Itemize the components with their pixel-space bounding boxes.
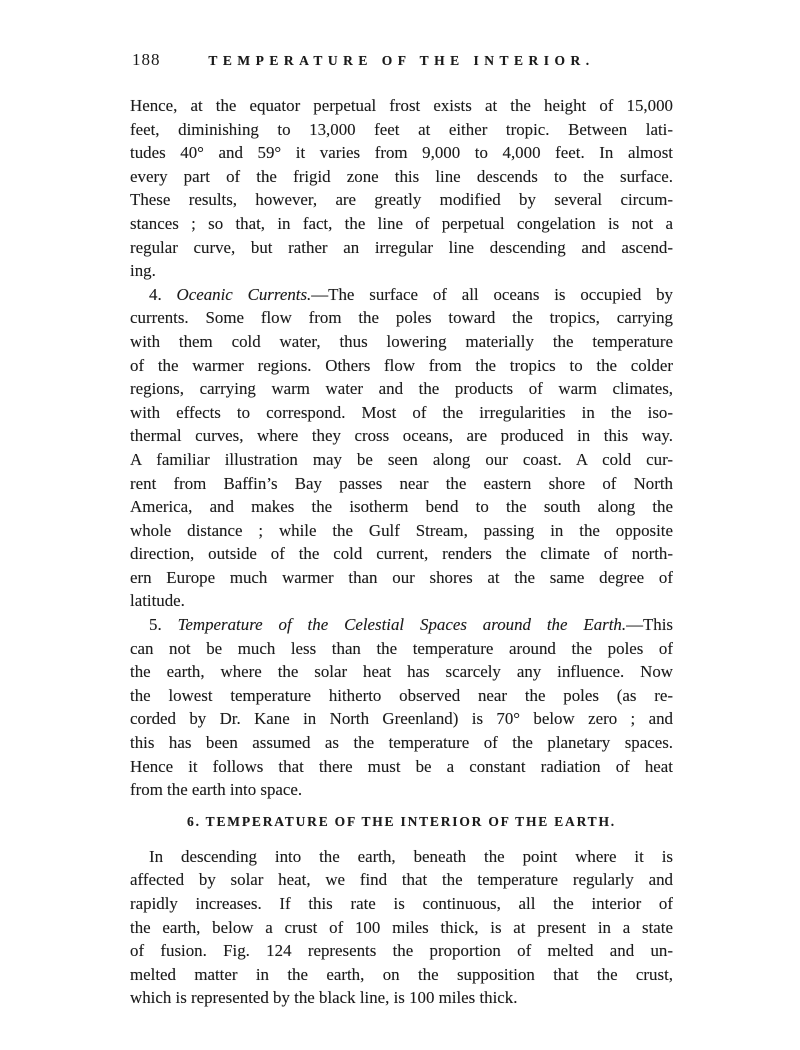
text-line: America, and makes the isotherm bend to the south along the: [130, 497, 673, 517]
text-block: [130, 94, 673, 1010]
text-line: the earth, where the solar heat has scarcely any influence. Now: [130, 662, 673, 682]
text-line: thermal curves, where they cross oceans, are produced in this way.: [130, 426, 673, 446]
text-line: ing.: [130, 261, 156, 281]
para-celestial-spaces: [130, 613, 673, 802]
text-line: whole distance ; while the Gulf Stream, passing in the opposite: [130, 520, 673, 540]
text-line: Hence it follows that there must be a constant radiation of heat: [130, 756, 673, 776]
text-line: regular curve, but rather an irregular line descending and ascend-: [130, 237, 673, 257]
page-number: 188: [132, 50, 161, 69]
text-line: 4. Oceanic Currents.—The surface of all oceans is occupied by: [149, 284, 673, 304]
running-head-title: TEMPERATURE OF THE INTERIOR.: [208, 53, 595, 68]
text-line: A familiar illustration may be seen along our coast. A cold cur-: [130, 449, 673, 469]
text-line: with them cold water, thus lowering materially the temperature: [130, 331, 673, 351]
text-line: the lowest temperature hitherto observed near the poles (as re-: [130, 685, 673, 705]
text-line: latitude.: [130, 591, 185, 611]
para-perpetual-frost: [130, 94, 673, 283]
text-line: regions, carrying warm water and the products of warm climates,: [130, 379, 673, 399]
text-line: can not be much less than the temperature around the poles of: [130, 638, 673, 658]
text-line: every part of the frigid zone this line descends to the surface.: [130, 166, 673, 186]
text-line: with effects to correspond. Most of the irregularities in the iso-: [130, 402, 673, 422]
text-line: ern Europe much warmer than our shores at the same degree of: [130, 567, 673, 587]
section-heading-interior: 6. TEMPERATURE OF THE INTERIOR OF THE EARTH.: [187, 813, 616, 829]
text-line: 5. Temperature of the Celestial Spaces around the Earth.—This: [149, 615, 673, 635]
para-oceanic-currents: [130, 283, 673, 613]
text-line: which is represented by the black line, is 100 miles thick.: [130, 988, 518, 1008]
text-line: rapidly increases. If this rate is continuous, all the interior of: [130, 894, 673, 913]
text-line: These results, however, are greatly modified by several circum-: [130, 190, 673, 210]
text-line: melted matter in the earth, on the supposition that the crust,: [130, 964, 673, 984]
text-line: of the warmer regions. Others flow from the tropics to the colder: [130, 355, 673, 375]
text-line: direction, outside of the cold current, renders the climate of north-: [130, 544, 673, 564]
text-line: currents. Some flow from the poles toward the tropics, carrying: [130, 308, 673, 328]
text-line: this has been assumed as the temperature of the planetary spaces.: [130, 733, 673, 753]
text-line: feet, diminishing to 13,000 feet at either tropic. Between lati-: [130, 119, 673, 139]
text-line: corded by Dr. Kane in North Greenland) is 70° below zero ; and: [130, 709, 673, 729]
text-line: In descending into the earth, beneath the point where it is: [149, 846, 673, 866]
text-line: rent from Baffin’s Bay passes near the eastern shore of North: [130, 473, 673, 493]
text-line: the earth, below a crust of 100 miles thick, is at present in a state: [130, 917, 673, 937]
text-line: affected by solar heat, we find that the temperature regularly and: [130, 870, 673, 890]
para-descending-into-earth: [130, 845, 673, 1010]
text-line: tudes 40° and 59° it varies from 9,000 to 4,000 feet. In almost: [130, 143, 673, 163]
text-line: stances ; so that, in fact, the line of perpetual congelation is not a: [130, 213, 673, 233]
text-line: from the earth into space.: [130, 780, 303, 800]
running-header: [130, 50, 673, 72]
text-line: Hence, at the equator perpetual frost exists at the height of 15,000: [130, 96, 673, 115]
text-line: of fusion. Fig. 124 represents the proportion of melted and un-: [130, 941, 673, 961]
